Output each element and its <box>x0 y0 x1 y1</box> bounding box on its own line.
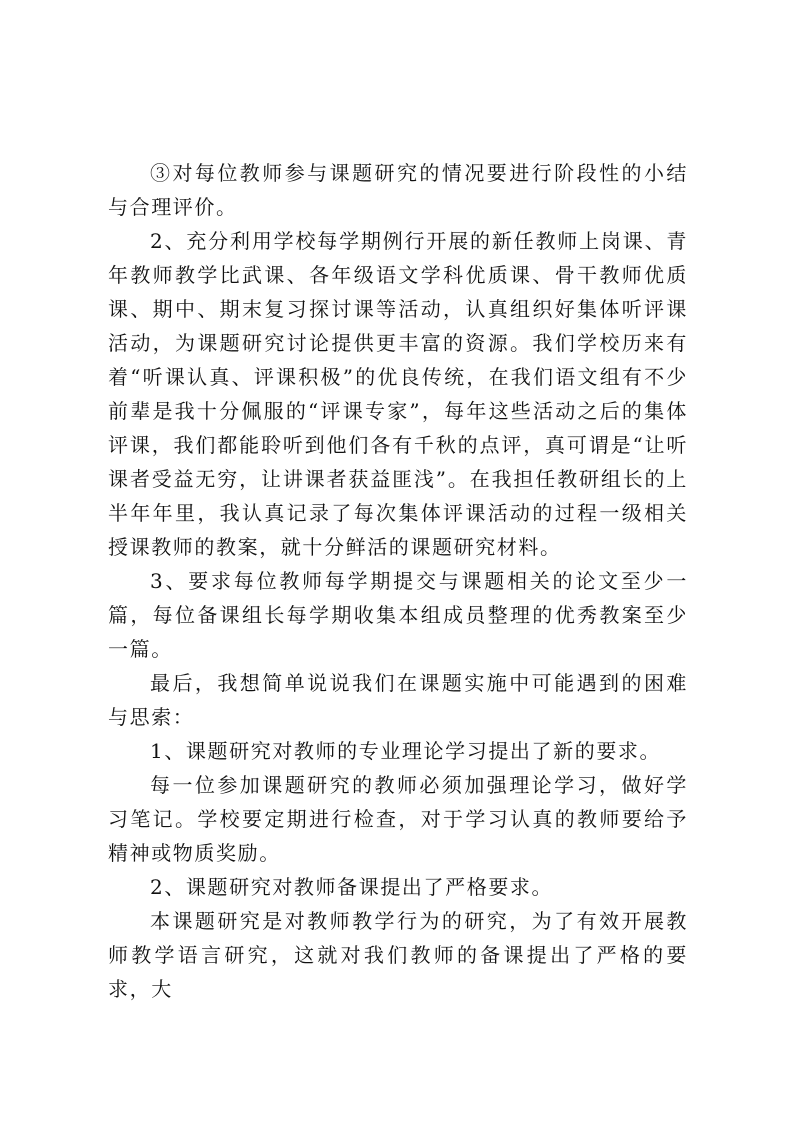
paragraph: 2、课题研究对教师备课提出了严格要求。 <box>150 875 554 899</box>
paragraph: 2、充分利用学校每学期例行开展的新任教师上岗课、青年教师教学比武课、各年级语文学科优质课、骨干教师优质课、期中、期末复习探讨课等活动，认真组织好集体听评课活动，为课题研究讨论提供更丰富的资源。我们学校历来有着“听课认真、评课积极”的优良传统，在我们语文组有不少前辈是我十分佩服的“评课专家”，每年这些活动之后的集体评课，我们都能聆听到他们各有千秋的点评，真可谓是“让听课者受益无穷，让讲课者获益匪浅”。在我担任教研组长的上半年年里，我认真记录了每次集体评课活动的过程一级相关授课教师的教案，就十分鲜活的课题研究材料。 <box>108 229 688 559</box>
paragraph: 本课题研究是对教师教学行为的研究，为了有效开展教师教学语言研究，这就对我们教师的备课提出了严格的要求，大 <box>108 909 688 1001</box>
paragraph: 1、课题研究对教师的专业理论学习提出了新的要求。 <box>150 739 662 763</box>
document-body <box>108 156 688 1006</box>
paragraph: 最后，我想简单说说我们在课题实施中可能遇到的困难与思索： <box>108 671 688 729</box>
paragraph: ③对每位教师参与课题研究的情况要进行阶段性的小结与合理评价。 <box>108 161 688 219</box>
paragraph: 每一位参加课题研究的教师必须加强理论学习，做好学习笔记。学校要定期进行检查，对于学习认真的教师要给予精神或物质奖励。 <box>108 773 688 865</box>
paragraph: 3、要求每位教师每学期提交与课题相关的论文至少一篇，每位备课组长每学期收集本组成员整理的优秀教案至少一篇。 <box>108 569 688 661</box>
